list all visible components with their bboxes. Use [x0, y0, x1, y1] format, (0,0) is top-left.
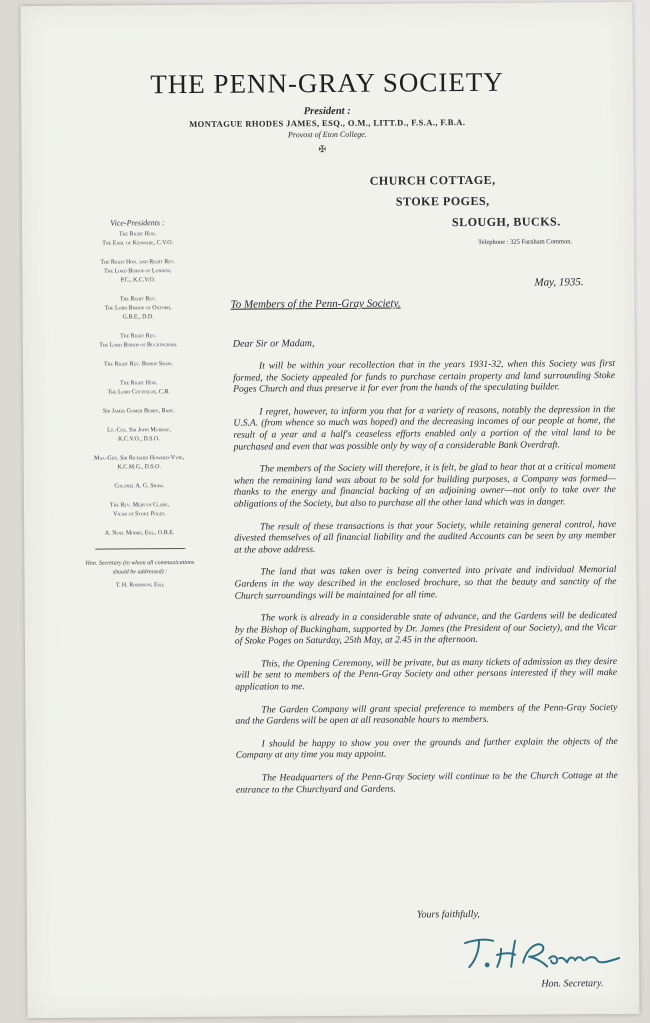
vice-presidents-heading: Vice-Presidents : — [110, 218, 165, 228]
signoff: Hon. Secretary. — [541, 978, 604, 990]
paragraph: I regret, however, to inform you that for a variety of reasons, notably the depression in the U.S.A. (from whence so much was hoped) and the decreasing incomes of our people at home, the result of a year and a half's ceaseless efforts enabled only a portion of the vital land to be purchased and even that was possible only by way of a considerable Bank Overdraft. — [233, 403, 616, 453]
society-title: THE PENN-GRAY SOCIETY — [150, 66, 504, 100]
paragraph: This, the Opening Ceremony, will be private, but as many tickets of admission as they desire will be sent to members of the Penn-Gray Society and other persons interested if they will make application to me. — [235, 655, 618, 693]
vice-president-entry: Lt.-Col. Sir John Murray, K.C.V.O., D.S.O. — [107, 427, 171, 443]
vice-president-entry: A. Noel Mobbs, Esq., O.B.E. — [104, 530, 175, 537]
paragraph: The Headquarters of the Penn-Gray Society will continue to be the Church Cottage at the entrance to the Churchyard and Gardens. — [235, 770, 618, 796]
crest-icon: ✠ — [318, 144, 327, 155]
paragraph: I should be happy to show you over the grounds and further explain the objects of the Company at any time you may appoint. — [235, 735, 618, 762]
secretary-name: T. H. Robinson, Esq. — [115, 582, 165, 589]
vice-president-entry: The Rev. Mervyn Clare, Vicar of Stoke Poges. — [109, 502, 170, 518]
vice-president-entry: Sir James Gomer Berry, Bart. — [102, 408, 175, 415]
president-name: MONTAGUE RHODES JAMES, ESQ., O.M., LITT.D., F.S.A., F.B.A. — [189, 117, 466, 129]
address-line-1: CHURCH COTTAGE, — [369, 172, 496, 188]
vice-president-entry: The Right Hon. The Earl of Kenmare, C.V.O. — [102, 231, 174, 247]
letter-page — [20, 2, 639, 1018]
signature — [457, 928, 627, 973]
president-role: Provost of Eton College. — [287, 129, 367, 140]
letter-addressee: To Members of the Penn-Gray Society. — [230, 297, 401, 311]
paragraph: It will be within your recollection that in the years 1931-32, when this Society was first formed, the Society appealed for funds to purchase certain property and land surrounding Stoke Poges Church and thus preserve it for ever from the hands of the speculating builder. — [233, 358, 616, 395]
closing: Yours faithfully, — [416, 908, 480, 921]
vice-president-entry: Colonel A. G. Shaw. — [114, 483, 165, 490]
president-label: President : — [303, 105, 351, 118]
vice-president-entry: The Right Rev. Bishop Shaw. — [103, 361, 173, 368]
address-line-2: STOKE POGES, — [395, 193, 490, 209]
paragraph: The members of the Society will therefore, it is felt, be glad to hear that at a critical moment when the remaining land was about to be sold for building purposes, a Company was formed—thanks to the energy and financial backing of an adjoining owner—not only to take over the obligations of the Society, but also to purchase all the other land which was in danger. — [233, 461, 616, 510]
letter-date: May, 1935. — [534, 276, 584, 289]
vice-president-entry: The Right Hon. and Right Rev. The Lord Bishop of London, P.C., K.C.V.O. — [100, 259, 176, 284]
paragraph: The result of these transactions is that your Society, while retaining general control, have divested themselves of all financial liability and the audited Accounts can be seen by any member at the above address. — [234, 518, 617, 556]
address-block — [370, 172, 561, 236]
salutation: Dear Sir or Madam, — [232, 338, 315, 350]
vice-presidents-column — [50, 218, 228, 601]
divider — [95, 548, 185, 550]
vice-president-entry: Maj.-Gen. Sir Richard Howard-Vyse, K.C.M.G., D.S.O. — [94, 455, 185, 471]
letter-body — [233, 358, 618, 807]
vice-president-entry: The Right Rev. The Lord Bishop of Oxford, G.B.E., D.D. — [104, 296, 172, 321]
vice-president-entry: The Right Rev. The Lord Bishop of Buckingham. — [99, 333, 178, 349]
vice-president-entry: The Right Hon. The Lord Cottesloe, C.B. — [107, 380, 170, 396]
paragraph: The work is already in a considerable state of advance, and the Gardens will be dedicated by the Bishop of Buckingham, supported by Dr. James (the President of our Society), and the Vicar of Stoke Poges on Saturday, 25th May, at 2.45 in the afternoon. — [234, 610, 617, 647]
paragraph: The Garden Company will grant special preference to members of the Penn-Gray Society and the Gardens will be open at all reasonable hours to members. — [235, 701, 618, 727]
address-line-3: SLOUGH, BUCKS. — [451, 214, 561, 230]
secretary-note: Hon. Secretary (to whom all communications should be addressed) : — [85, 559, 195, 576]
telephone: Telephone : 325 Farnham Common. — [478, 238, 573, 246]
paragraph: The land that was taken over is being converted into private and individual Memorial Gardens in the way described in the enclosed brochure, so that the beauty and sanctity of the Church surroundings will be maintained for all time. — [234, 564, 617, 602]
